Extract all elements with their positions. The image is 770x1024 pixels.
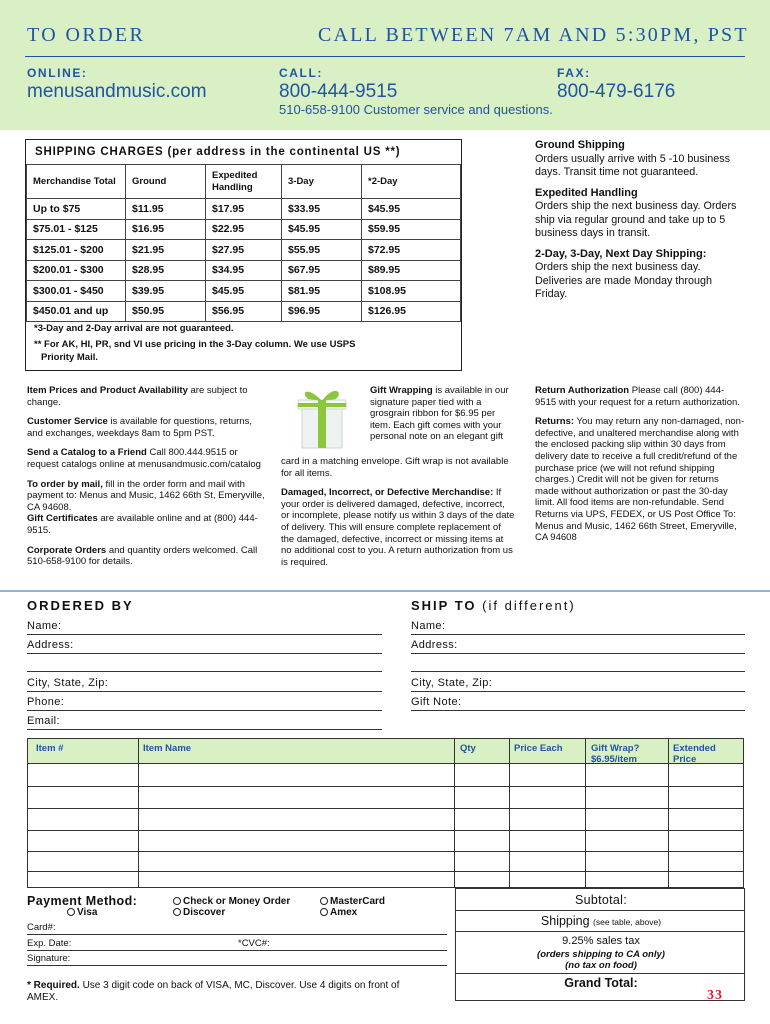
signature-label: Signature: bbox=[27, 953, 71, 964]
ship-name-field[interactable] bbox=[411, 634, 745, 635]
table-cell: $67.95 bbox=[282, 260, 362, 281]
fax-label: FAX: bbox=[557, 66, 591, 80]
header-divider bbox=[25, 56, 745, 57]
ground-title: Ground Shipping bbox=[535, 139, 625, 151]
table-cell: $81.95 bbox=[282, 281, 362, 302]
table-row bbox=[27, 260, 461, 281]
col-expedited: Expedited Handling bbox=[206, 165, 282, 199]
ship-to-label: SHIP TO bbox=[411, 598, 477, 613]
fast-shipping-title: 2-Day, 3-Day, Next Day Shipping: bbox=[535, 247, 707, 260]
section-divider bbox=[0, 590, 770, 592]
fax-number: 800-479-6176 bbox=[557, 81, 676, 102]
extended-header bbox=[673, 743, 716, 765]
info-text: You may return any non-damaged, non-defective, and unaltered merchandise along with the enclosed packing slip within 30 days from delivery date to receive a full credit/refund of the purchase price (we will not refund shipping charges.) Credit will not be given for returns made without authorization or past the 30-day limit. All food items are non-refundable. Send Returns via UPS, FEDEX, or US Post Office To: Menus and Music, 1462 66th Street, Emeryville, CA 94608 bbox=[535, 416, 745, 544]
gift-wrap-header-2: $6.95/item bbox=[591, 754, 637, 765]
city-field[interactable] bbox=[27, 691, 382, 692]
call-hours: CALL BETWEEN 7AM AND 5:30PM, PST bbox=[318, 24, 749, 46]
totals-divider bbox=[456, 931, 744, 932]
shipping-total bbox=[456, 914, 746, 928]
name-label: Name: bbox=[27, 620, 62, 632]
gift-note-label: Gift Note: bbox=[411, 696, 462, 708]
col-divider bbox=[668, 739, 669, 887]
table-cell: $108.95 bbox=[362, 281, 461, 302]
gift-card-text: card in a matching envelope. Gift wrap is not available for all items. bbox=[281, 456, 509, 479]
table-cell: $28.95 bbox=[126, 260, 206, 281]
note-usps-cont: Priority Mail. bbox=[41, 352, 99, 363]
shipping-notes bbox=[34, 322, 355, 364]
signature-field[interactable] bbox=[27, 965, 447, 966]
col-divider bbox=[138, 739, 139, 887]
email-label: Email: bbox=[27, 715, 60, 727]
row-divider bbox=[28, 871, 743, 872]
shipping-table bbox=[26, 164, 461, 322]
info-text: is available for questions, returns, and exchanges, weekdays 8am to 5pm PST. bbox=[27, 416, 252, 439]
city-label: City, State, Zip: bbox=[27, 677, 109, 689]
phone-label: Phone: bbox=[27, 696, 65, 708]
gift-wrap-header-1: Gift Wrap? bbox=[591, 743, 640, 754]
extended-header-1: Extended bbox=[673, 743, 716, 754]
radio-circle bbox=[320, 908, 328, 916]
item-number-header: Item # bbox=[36, 743, 64, 754]
mastercard-option[interactable] bbox=[320, 896, 385, 907]
info-bold: Damaged, Incorrect, or Defective Merchandise: bbox=[281, 487, 494, 499]
check-label: Check or Money Order bbox=[183, 896, 291, 907]
table-row bbox=[27, 301, 461, 322]
col-divider bbox=[585, 739, 586, 887]
shipping-label: Shipping bbox=[540, 914, 590, 928]
row-divider bbox=[28, 830, 743, 831]
call-number: 800-444-9515 bbox=[279, 81, 398, 102]
amex-label: Amex bbox=[330, 907, 358, 918]
address-field-2[interactable] bbox=[27, 671, 382, 672]
table-cell: $39.95 bbox=[126, 281, 206, 302]
required-bold: * Required. bbox=[27, 980, 80, 991]
gift-wrap-header bbox=[591, 743, 639, 765]
table-row bbox=[27, 199, 461, 220]
info-bold: Send a Catalog to a Friend bbox=[27, 447, 147, 459]
info-column-2 bbox=[281, 456, 515, 568]
info-text: Please call (800) 444-9515 with your request for a return authorization. bbox=[535, 385, 740, 408]
row-divider bbox=[28, 786, 743, 787]
shipping-title: SHIPPING CHARGES (per address in the continental US **) bbox=[35, 146, 401, 158]
totals-box bbox=[455, 888, 745, 1001]
website-link[interactable]: menusandmusic.com bbox=[27, 81, 207, 102]
ship-name-label: Name: bbox=[411, 620, 446, 632]
customer-service-line: 510-658-9100 Customer service and questions. bbox=[279, 102, 553, 117]
expedited-title: Expedited Handling bbox=[535, 186, 638, 199]
phone-field[interactable] bbox=[27, 710, 382, 711]
discover-option[interactable] bbox=[173, 907, 225, 918]
ship-address-label: Address: bbox=[411, 639, 458, 651]
page-number: 33 bbox=[707, 988, 723, 1003]
online-label: ONLINE: bbox=[27, 66, 88, 80]
info-bold: Customer Service bbox=[27, 416, 108, 428]
table-cell: $50.95 bbox=[126, 301, 206, 322]
table-cell: $89.95 bbox=[362, 260, 461, 281]
info-bold: Return Authorization bbox=[535, 385, 630, 396]
required-text: Use 3 digit code on back of VISA, MC, Discover. Use 4 digits on front of AMEX. bbox=[27, 980, 400, 1003]
col-2day: *2-Day bbox=[362, 165, 461, 199]
ship-city-label: City, State, Zip: bbox=[411, 677, 493, 689]
table-cell: $96.95 bbox=[282, 301, 362, 322]
info-bold: To order by mail, bbox=[27, 478, 103, 490]
table-cell: $55.95 bbox=[282, 240, 362, 261]
col-ground: Ground bbox=[126, 165, 206, 199]
info-text: is available in our signature paper tied with a grosgrain ribbon for $6.95 per item. Each gift comes with your personal note on an elegant gift bbox=[370, 385, 509, 443]
info-text: If your order is delivered damaged, defective, incorrect, or incomplete, please notify us within 3 days of the date of delivery. This will ensure complete replacement of the damaged, defective, incorrect or missing items at no additional cost to you. A return authorization from us is required. bbox=[281, 487, 515, 568]
info-bold: Item Prices and Product Availability bbox=[27, 385, 188, 396]
table-cell: $450.01 and up bbox=[27, 301, 126, 322]
radio-circle bbox=[173, 897, 181, 905]
table-row bbox=[27, 281, 461, 302]
exp-cvc-field[interactable] bbox=[27, 950, 447, 951]
table-cell: $45.95 bbox=[362, 199, 461, 220]
item-name-header: Item Name bbox=[143, 743, 192, 754]
visa-option[interactable] bbox=[67, 907, 97, 918]
shipping-methods-info bbox=[535, 139, 745, 302]
call-label: CALL: bbox=[279, 66, 323, 80]
radio-circle bbox=[67, 908, 75, 916]
mastercard-label: MasterCard bbox=[330, 896, 386, 907]
table-cell: $17.95 bbox=[206, 199, 282, 220]
note-arrival: *3-Day and 2-Day arrival are not guaranteed. bbox=[34, 323, 234, 334]
cvc-required-note bbox=[27, 980, 427, 1004]
row-divider bbox=[28, 808, 743, 809]
table-cell: $75.01 - $125 bbox=[27, 219, 126, 240]
col-3day: 3-Day bbox=[282, 165, 362, 199]
ship-address-field-2[interactable] bbox=[411, 671, 745, 672]
info-text: fill in the order form and mail with payment to: Menus and Music, 1462 66th St, Emeryville, CA 94608. bbox=[27, 478, 265, 513]
discover-label: Discover bbox=[183, 907, 226, 918]
table-cell: $125.01 - $200 bbox=[27, 240, 126, 261]
check-option[interactable] bbox=[173, 896, 290, 907]
table-cell: $16.95 bbox=[126, 219, 206, 240]
expedited-text: Orders ship the next business day. Orders ship via regular ground and take up to 5 business days in transit. bbox=[535, 200, 737, 239]
subtotal-label: Subtotal: bbox=[574, 893, 628, 907]
info-bold: Corporate Orders bbox=[27, 544, 107, 556]
tax-note-2: (no tax on food) bbox=[565, 960, 637, 971]
table-cell: $22.95 bbox=[206, 219, 282, 240]
info-bold: Returns: bbox=[535, 416, 575, 428]
payment-title: Payment Method: bbox=[27, 894, 138, 908]
grand-total-label: Grand Total: bbox=[564, 976, 638, 990]
visa-label: Visa bbox=[77, 907, 98, 918]
email-field[interactable] bbox=[27, 729, 382, 730]
table-cell: $21.95 bbox=[126, 240, 206, 261]
table-cell: $72.95 bbox=[362, 240, 461, 261]
gift-note-field[interactable] bbox=[411, 710, 745, 711]
to-order-title: TO ORDER bbox=[27, 24, 146, 46]
ship-city-field[interactable] bbox=[411, 691, 745, 692]
card-label: Card#: bbox=[27, 922, 56, 933]
table-cell: $27.95 bbox=[206, 240, 282, 261]
address-label: Address: bbox=[27, 639, 74, 651]
items-table bbox=[27, 738, 744, 888]
totals-divider bbox=[456, 973, 744, 974]
extended-header-2: Price bbox=[673, 754, 697, 765]
shipping-charges-box bbox=[25, 139, 462, 371]
qty-header: Qty bbox=[460, 743, 476, 754]
info-bold: Gift Certificates bbox=[27, 513, 98, 525]
info-bold: Gift Wrapping bbox=[370, 385, 433, 396]
table-cell: $126.95 bbox=[362, 301, 461, 322]
address-field[interactable] bbox=[27, 653, 382, 654]
fast-shipping-text: Orders ship the next business day. Deliveries are made Monday through Friday. bbox=[535, 261, 713, 300]
exp-label: Exp. Date: bbox=[27, 938, 72, 949]
shipping-note: (see table, above) bbox=[593, 917, 662, 927]
ground-text: Orders usually arrive with 5 -10 business days. Transit time not guaranteed. bbox=[535, 152, 731, 178]
note-usps: ** For AK, HI, PR, snd VI use pricing in the 3-Day column. We use USPS bbox=[34, 339, 356, 350]
info-text: are available online and at (800) 444-9515. bbox=[27, 513, 258, 536]
table-row bbox=[27, 219, 461, 240]
radio-circle bbox=[173, 908, 181, 916]
table-cell: $45.95 bbox=[206, 281, 282, 302]
table-cell: $33.95 bbox=[282, 199, 362, 220]
table-cell: Up to $75 bbox=[27, 199, 126, 220]
gift-wrap-text bbox=[370, 385, 515, 443]
table-cell: $300.01 - $450 bbox=[27, 281, 126, 302]
row-divider bbox=[28, 851, 743, 852]
cvc-label: *CVC#: bbox=[238, 938, 270, 949]
table-cell: $11.95 bbox=[126, 199, 206, 220]
col-merchandise: Merchandise Total bbox=[27, 165, 126, 199]
info-text: are subject to change. bbox=[27, 385, 248, 408]
table-cell: $45.95 bbox=[282, 219, 362, 240]
tax-note-1: (orders shipping to CA only) bbox=[537, 949, 665, 960]
gift-box-icon bbox=[288, 384, 354, 450]
if-different: (if different) bbox=[482, 598, 576, 613]
name-field[interactable] bbox=[27, 634, 382, 635]
table-cell: $56.95 bbox=[206, 301, 282, 322]
price-each-header: Price Each bbox=[514, 743, 563, 754]
col-divider bbox=[509, 739, 510, 887]
ship-address-field[interactable] bbox=[411, 653, 745, 654]
ship-to-title bbox=[411, 598, 576, 613]
table-cell: $59.95 bbox=[362, 219, 461, 240]
table-header-row bbox=[27, 165, 461, 199]
info-column-3 bbox=[535, 385, 745, 544]
radio-circle bbox=[320, 897, 328, 905]
table-cell: $200.01 - $300 bbox=[27, 260, 126, 281]
info-text: Call 800.444.9515 or request catalogs online at menusandmusic.com/catalog bbox=[27, 447, 261, 470]
col-divider bbox=[454, 739, 455, 887]
table-cell: $34.95 bbox=[206, 260, 282, 281]
totals-divider bbox=[456, 910, 744, 911]
info-column-1 bbox=[27, 385, 267, 568]
info-text: and quantity orders welcomed. Call 510-658-9100 for details. bbox=[27, 544, 258, 568]
tax-label: 9.25% sales tax bbox=[562, 935, 640, 947]
card-field[interactable] bbox=[27, 934, 447, 935]
ordered-by-title: ORDERED BY bbox=[27, 598, 134, 613]
amex-option[interactable] bbox=[320, 907, 357, 918]
table-row bbox=[27, 240, 461, 261]
